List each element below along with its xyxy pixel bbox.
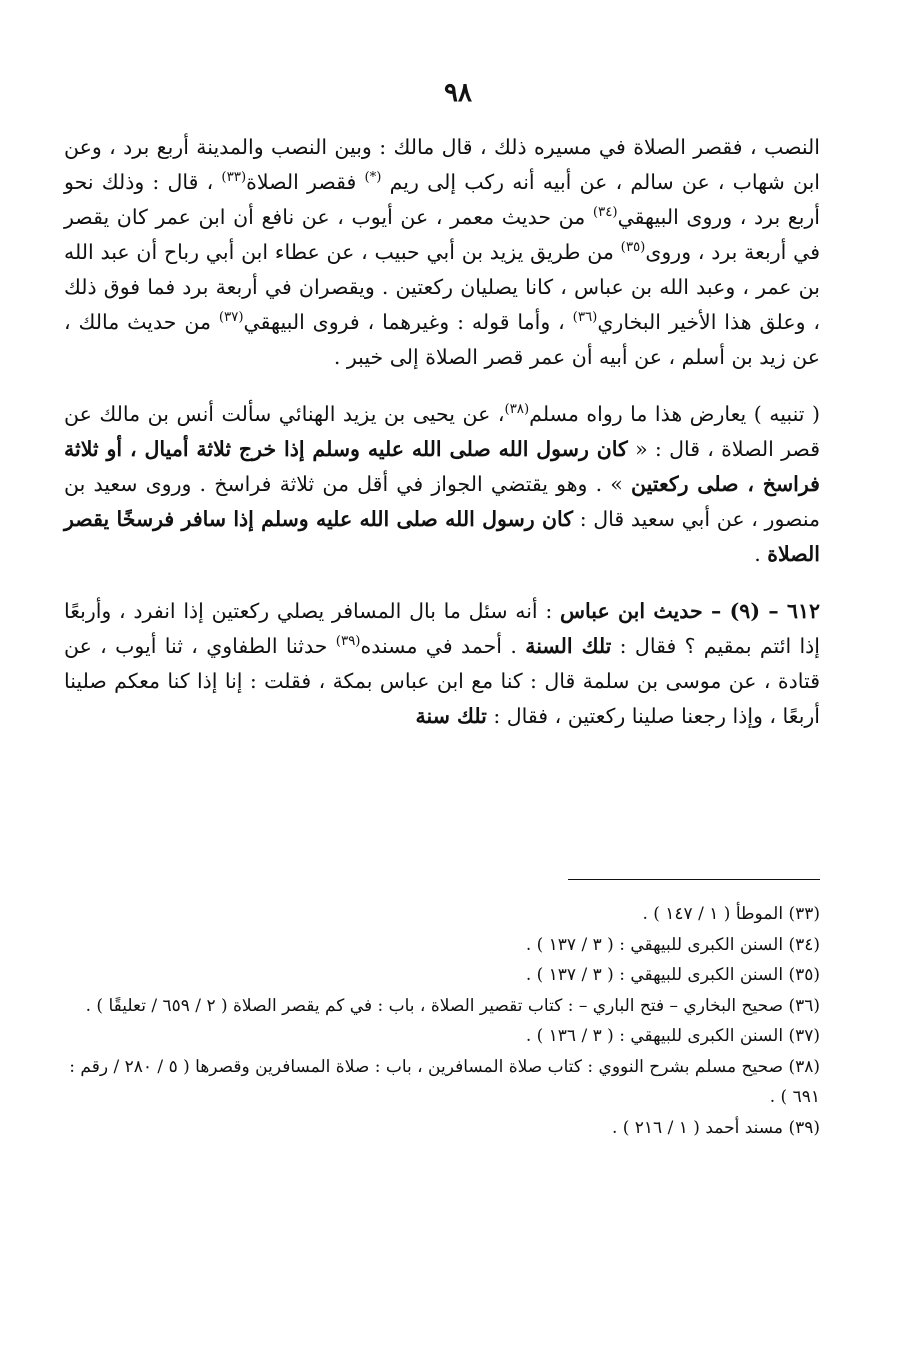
- hadith-quote-bold: تلك سنة: [415, 704, 487, 728]
- hadith-quote-bold: كان رسول الله صلى الله عليه وسلم إذا سافر فرسخًا يقصر الصلاة: [64, 507, 820, 566]
- footnote-ref-35: (٣٥): [620, 240, 646, 256]
- footnote-35: (٣٥) السنن الكبرى للبيهقي : ( ٣ / ١٣٧ ) .: [525, 965, 820, 985]
- text-run: حدثنا الطفاوي ، ثنا أيوب ، عن قتادة ، عن موسى بن سلمة قال : كنا مع ابن عباس بمكة ، فقلت : إنا إذا كنا معكم صلينا أربعًا ، وإذا رجعنا صلينا ركعتين ، فقال :: [64, 634, 820, 728]
- text-run: فقصر الصلاة: [246, 170, 365, 194]
- text-run: . أحمد في مسنده: [360, 634, 526, 658]
- footnote-34: (٣٤) السنن الكبرى للبيهقي : ( ٣ / ١٣٧ ) .: [525, 934, 820, 955]
- footnote-divider: [568, 879, 820, 880]
- text-run: ، قال : وذلك نحو أربع برد ، وروى البيهقي: [64, 170, 820, 229]
- footnotes: [64, 899, 820, 1143]
- text-run: ، عن يحيى بن يزيد الهنائي سألت أنس بن مالك عن قصر الصلاة ، قال : «: [64, 402, 821, 461]
- footnote-ref-37: (٣٧): [218, 310, 244, 326]
- text-run: من طريق يزيد بن أبي حبيب ، عن عطاء ابن أبي رباح أن عبد الله بن عمر ، وعبد الله بن عباس ، كانا يصليان ركعتين . ويقصران في أربعة برد فما فوق ذلك ، وعلق هذا الأخير البخاري: [64, 240, 820, 334]
- main-text: [64, 130, 820, 734]
- footnote-37: (٣٧) السنن الكبرى للبيهقي : ( ٣ / ١٣٦ ) .: [525, 1026, 820, 1046]
- footnote-ref-33: (٣٣): [221, 170, 247, 186]
- page-number: ٩٨: [444, 78, 472, 108]
- text-run: ( تنبيه ) يعارض هذا ما رواه مسلم: [529, 402, 820, 426]
- footnote-ref-36: (٣٦): [572, 310, 598, 326]
- text-run: من حديث مالك ، عن زيد بن أسلم ، عن أبيه أن عمر قصر الصلاة إلى خيبر .: [64, 310, 820, 369]
- hadith-heading-bold: ٦١٢ – (٩) – حديث ابن عباس: [559, 599, 821, 623]
- footnote-38: (٣٨) صحيح مسلم بشرح النووي : كتاب صلاة المسافرين ، باب : صلاة المسافرين وقصرها ( ٥ / ٢٨٠ / رقم : ٦٩١ ) .: [69, 1056, 820, 1107]
- text-run: » . وهو يقتضي الجواز في أقل من ثلاثة فراسخ . وروى سعيد بن منصور ، عن أبي سعيد قال :: [64, 472, 820, 531]
- footnote-39: (٣٩) مسند أحمد ( ١ / ٢١٦ ) .: [611, 1117, 820, 1138]
- text-run: النصب ، فقصر الصلاة في مسيره ذلك ، قال مالك : وبين النصب والمدينة أربع برد ، وعن ابن شهاب ، عن سالم ، عن أبيه أنه ركب إلى ريم: [64, 135, 820, 194]
- footnote-36: (٣٦) صحيح البخاري – فتح الباري – : كتاب تقصير الصلاة ، باب : في كم يقصر الصلاة ( ٢ / ٦٥٩ / تعليقًا ) .: [85, 995, 820, 1016]
- text-run: ، وأما قوله : وغيرهما ، فروى البيهقي: [243, 310, 573, 334]
- paragraph-2: [64, 397, 820, 572]
- hadith-quote-bold: كان رسول الله صلى الله عليه وسلم إذا خرج ثلاثة أميال ، أو ثلاثة فراسخ ، صلى ركعتين: [64, 437, 820, 496]
- footnote-33: (٣٣) الموطأ ( ١ / ١٤٧ ) .: [642, 904, 820, 924]
- text-run: من حديث معمر ، عن أيوب ، عن نافع أن ابن عمر كان يقصر في أربعة برد ، وروى: [64, 205, 820, 264]
- footnote-ref-38: (٣٨): [504, 402, 530, 418]
- footnote-ref-34: (٣٤): [592, 205, 618, 221]
- paragraph-3: [64, 594, 820, 734]
- hadith-quote-bold: تلك السنة: [525, 634, 612, 658]
- paragraph-1: [64, 130, 820, 375]
- text-run: .: [754, 542, 768, 566]
- footnote-ref-39: (٣٩): [335, 634, 361, 650]
- footnote-marker-star: (*): [364, 170, 382, 186]
- text-run: : أنه سئل ما بال المسافر يصلي ركعتين إذا انفرد ، وأربعًا إذا ائتم بمقيم ؟ فقال :: [64, 599, 820, 658]
